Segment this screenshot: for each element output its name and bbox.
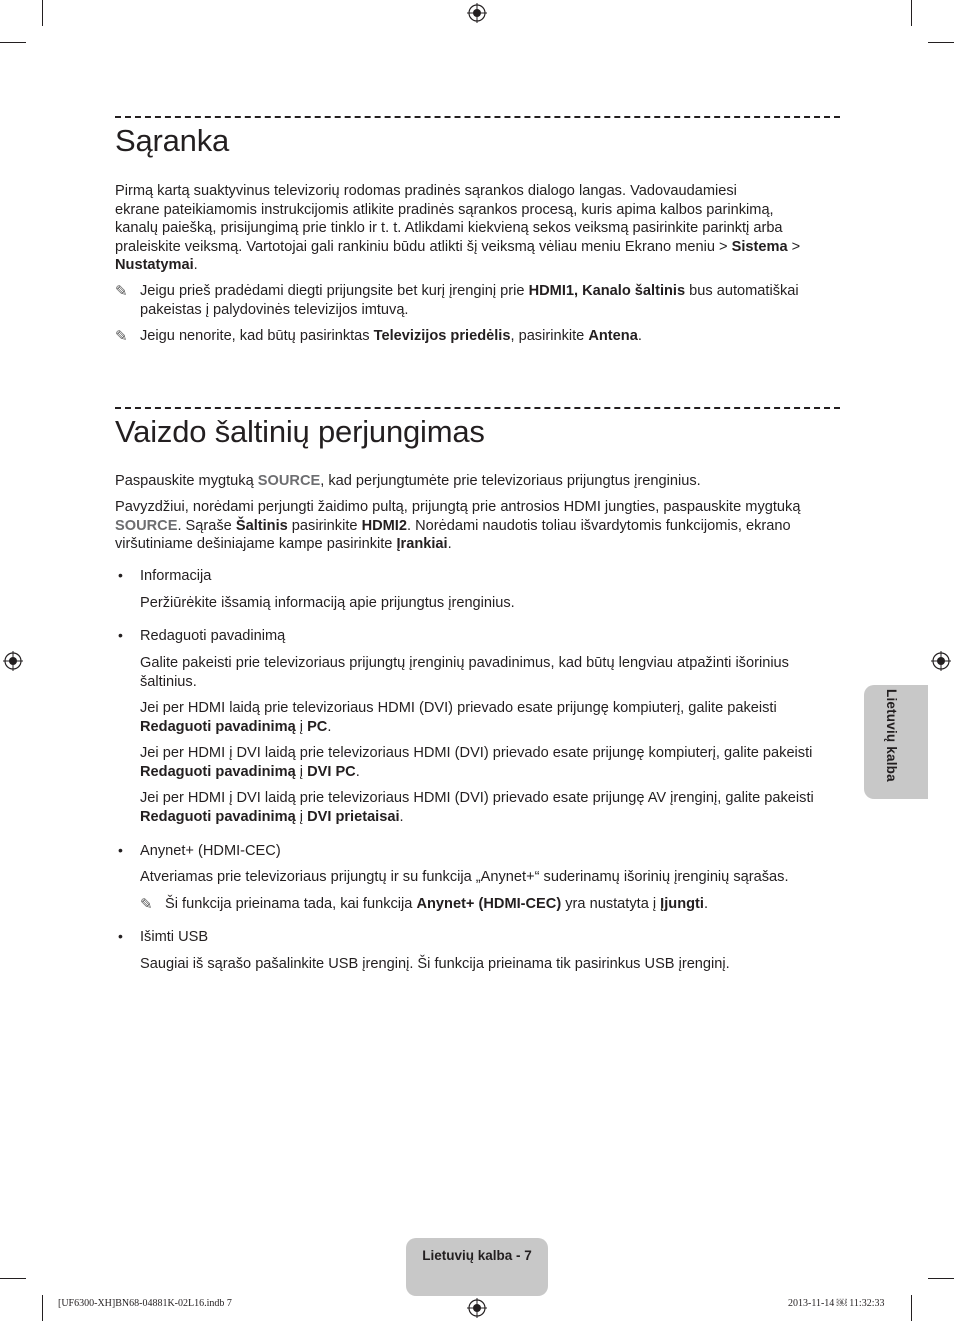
- setup-note-2: Jeigu nenorite, kad būtų pasirinktas Televizijos priedėlis, pasirinkite Antena.: [140, 328, 642, 344]
- item-label-redaguoti: Redaguoti pavadinimą: [140, 628, 286, 644]
- crop-mark: [911, 0, 912, 26]
- section-title-saranka: Sąranka: [115, 123, 230, 158]
- page-number-tab: [406, 1238, 548, 1296]
- language-side-tab: [864, 685, 928, 799]
- language-side-tab-label: Lietuvių kalba: [884, 689, 899, 782]
- item-desc-anynet: Atveriamas prie televizoriaus prijungtų ir su funkcija „Anynet+“ suderinamų išorinių įrenginių sąrašas.: [140, 869, 789, 885]
- section-title-source: Vaizdo šaltinių perjungimas: [115, 414, 485, 449]
- source-paragraph-1: Paspauskite mygtuką SOURCE, kad perjungtumėte prie televizoriaus prijungtus įrenginius.: [115, 473, 701, 489]
- pencil-note-icon: ✎: [115, 283, 128, 300]
- item-desc-redaguoti-pc: Jei per HDMI laidą prie televizoriaus HDMI (DVI) prievado esate prijungę kompiuterį, galite pakeisti Redaguoti pavadinimą į PC.: [140, 700, 777, 735]
- crop-mark: [911, 1295, 912, 1321]
- item-desc-usb: Saugiai iš sąrašo pašalinkite USB įrenginį. Ši funkcija prieinama tik pasirinkus USB įrenginį.: [140, 956, 730, 972]
- pencil-note-icon: ✎: [115, 328, 128, 345]
- item-desc-informacija: Peržiūrėkite išsamią informaciją apie prijungtus įrenginius.: [140, 595, 515, 611]
- bullet: •: [118, 928, 123, 944]
- item-desc-redaguoti-dviav: Jei per HDMI į DVI laidą prie televizoriaus HDMI (DVI) prievado esate prijungę AV įrenginį, galite pakeisti Redaguoti pavadinimą į DVI prietaisai.: [140, 790, 814, 825]
- crop-mark: [928, 42, 954, 43]
- crop-mark: [928, 1278, 954, 1279]
- print-slug-right: 2013-11-14 ￼ 11:32:33: [788, 1298, 885, 1309]
- crop-mark: [42, 0, 43, 26]
- registration-mark-icon: [467, 1298, 487, 1318]
- crop-mark: [0, 1278, 26, 1279]
- crop-mark: [42, 1295, 43, 1321]
- item-label-anynet: Anynet+ (HDMI-CEC): [140, 843, 281, 859]
- section-divider: [115, 116, 840, 118]
- item-desc-redaguoti: Galite pakeisti prie televizoriaus prijungtų įrenginių pavadinimus, kad būtų lengviau atpažinti išorinius šaltinius.: [140, 655, 789, 690]
- item-label-usb: Išimti USB: [140, 929, 209, 945]
- setup-paragraph: Pirmą kartą suaktyvinus televizorių rodomas pradinės sąrankos dialogo langas. Vadovaudamiesi ekrane pateikiamomis instrukcijomis atlikite pradinės sąrankos procesą, kuris apima kalbos parinkimą, kanalų paiešką, prisijungimą prie tinklo ir t. t. Atlikdami kiekvieną sekos veiksmą pasirinkite parinktį arba praleiskite veiksmą. Vartotojai gali rankiniu būdu atlikti šį veiksmą vėliau meniu Ekrano meniu > Sistema > Nustatymai.: [115, 183, 801, 274]
- bullet: •: [118, 567, 123, 583]
- source-paragraph-2: Pavyzdžiui, norėdami perjungti žaidimo pultą, prijungtą prie antrosios HDMI jungties, paspauskite mygtuką SOURCE. Sąraše Šaltinis pasirinkite HDMI2. Norėdami naudotis toliau išvardytomis funkcijomis, ekrano viršutiniame dešiniajame kampe pasirinkite Įrankiai.: [115, 499, 801, 553]
- pencil-note-icon: ✎: [140, 896, 153, 913]
- item-label-informacija: Informacija: [140, 568, 212, 584]
- registration-mark-icon: [3, 651, 23, 671]
- page-number-label: Lietuvių kalba - 7: [422, 1248, 532, 1263]
- registration-mark-icon: [931, 651, 951, 671]
- section-divider: [115, 407, 840, 409]
- bullet: •: [118, 842, 123, 858]
- bullet: •: [118, 627, 123, 643]
- setup-note-1: Jeigu prieš pradėdami diegti prijungsite bet kurį įrenginį prie HDMI1, Kanalo šaltinis bus automatiškai pakeistas į palydovinės televizijos imtuvą.: [140, 283, 799, 318]
- registration-mark-icon: [467, 3, 487, 23]
- print-slug-left: [UF6300-XH]BN68-04881K-02L16.indb 7: [58, 1298, 232, 1309]
- item-note-anynet: Ši funkcija prieinama tada, kai funkcija Anynet+ (HDMI-CEC) yra nustatyta į Įjungti.: [165, 896, 709, 912]
- crop-mark: [0, 42, 26, 43]
- item-desc-redaguoti-dvipc: Jei per HDMI į DVI laidą prie televizoriaus HDMI (DVI) prievado esate prijungę kompiuterį, galite pakeisti Redaguoti pavadinimą į DVI PC.: [140, 745, 813, 780]
